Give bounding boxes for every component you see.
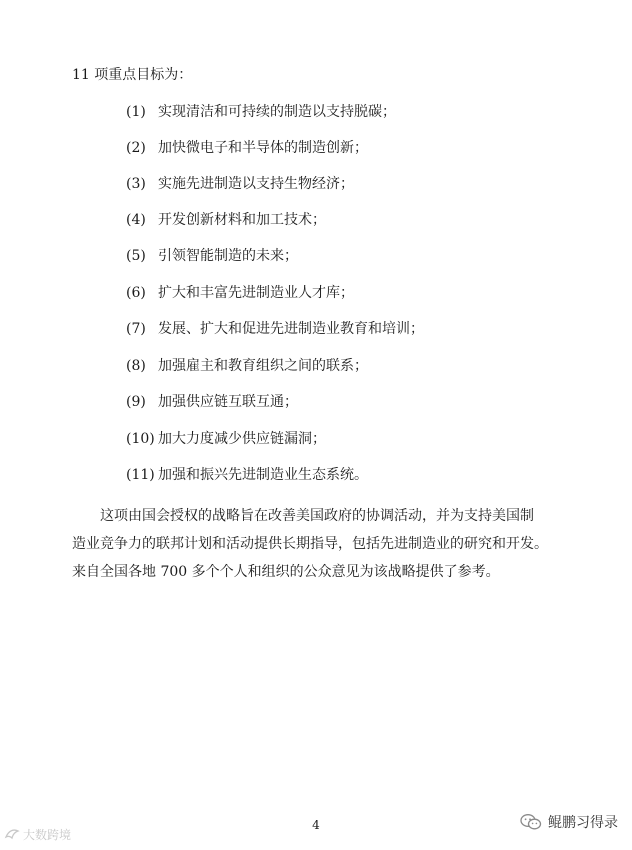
goal-text: 加强雇主和教育组织之间的联系； xyxy=(158,358,368,374)
goal-text: 加快微电子和半导体的制造创新； xyxy=(158,140,368,156)
goal-number: (6) xyxy=(126,285,146,301)
bird-logo-icon xyxy=(4,828,20,842)
goal-text: 扩大和丰富先进制造业人才库； xyxy=(158,285,354,301)
goal-text: 实现清洁和可持续的制造以支持脱碳； xyxy=(158,104,396,120)
goal-item xyxy=(0,319,632,339)
paragraph-line: 来自全国各地 700 多个个人和组织的公众意见为该战略提供了参考。 xyxy=(72,564,500,580)
goal-number: (11) xyxy=(126,467,155,483)
goal-number: (4) xyxy=(126,212,146,228)
goal-number: (7) xyxy=(126,321,146,337)
paragraph-line: 这项由国会授权的战略旨在改善美国政府的协调活动，并为支持美国制 xyxy=(100,508,534,524)
goal-text: 引领智能制造的未来； xyxy=(158,248,298,264)
goal-number: (10) xyxy=(126,431,155,447)
goal-text: 加大力度减少供应链漏洞； xyxy=(158,431,326,447)
goal-text: 发展、扩大和促进先进制造业教育和培训； xyxy=(158,321,424,337)
goal-item xyxy=(0,356,632,376)
goal-item xyxy=(0,429,632,449)
summary-paragraph xyxy=(72,502,592,586)
goal-text: 开发创新材料和加工技术； xyxy=(158,212,326,228)
goals-heading: 11 项重点目标为： xyxy=(72,67,193,83)
page-number: 4 xyxy=(312,818,320,832)
goal-number: (1) xyxy=(126,104,146,120)
watermark-left-text: 大数跨境 xyxy=(23,828,72,842)
paragraph-line: 造业竞争力的联邦计划和活动提供长期指导，包括先进制造业的研究和开发。 xyxy=(72,536,548,552)
goal-item xyxy=(0,210,632,230)
goal-item xyxy=(0,102,632,122)
goal-number: (2) xyxy=(126,140,146,156)
goal-item xyxy=(0,283,632,303)
watermark-right xyxy=(520,812,618,832)
goal-item xyxy=(0,138,632,158)
goal-number: (8) xyxy=(126,358,146,374)
watermark-right-text: 鲲鹏习得录 xyxy=(548,815,618,831)
goal-text: 加强和振兴先进制造业生态系统。 xyxy=(158,467,368,483)
goal-number: (9) xyxy=(126,394,146,410)
goal-number: (3) xyxy=(126,176,146,192)
goal-text: 实施先进制造以支持生物经济； xyxy=(158,176,354,192)
goal-item xyxy=(0,392,632,412)
goal-text: 加强供应链互联互通； xyxy=(158,394,298,410)
goal-number: (5) xyxy=(126,248,146,264)
goal-item xyxy=(0,174,632,194)
goal-item xyxy=(0,465,632,485)
goal-item xyxy=(0,246,632,266)
watermark-left xyxy=(4,826,71,843)
wechat-icon xyxy=(520,813,542,831)
